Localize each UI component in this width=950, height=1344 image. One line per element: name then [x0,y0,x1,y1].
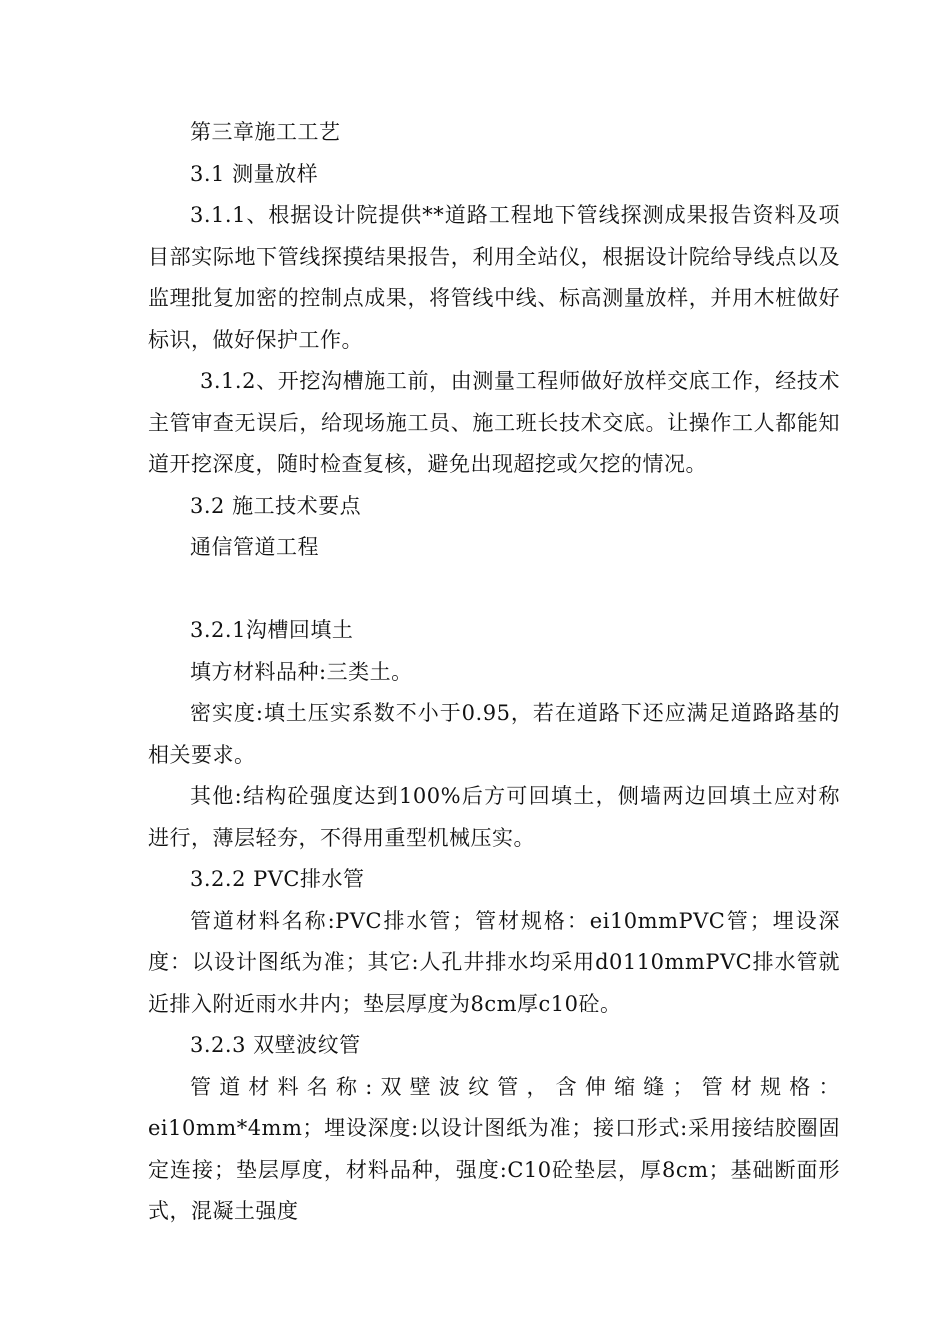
section-heading-3-1: 3.1 测量放样 [190,161,319,186]
paragraph-density: 密实度:填土压实系数不小于0.95，若在道路下还应满足道路路基的相关要求。 [148,701,840,767]
section-heading-3-2: 3.2 施工技术要点 [190,493,362,518]
paragraph-fill-material: 填方材料品种:三类土。 [190,659,413,684]
paragraph-pvc-pipe: 管道材料名称:PVC排水管；管材规格：ei10mmPVC管；埋设深度：以设计图纸为准；其它:人孔井排水均采用d0110mmPVC排水管就近排入附近雨水井内；垫层厚度为8cm厚c10砼。 [148,908,840,1016]
paragraph-corrugated-pipe: 管道材料名称:双壁波纹管，含伸缩缝；管材规格：ei10mm*4mm；埋设深度:以设计图纸为准；接口形式:采用接结胶圈固定连接；垫层厚度，材料品种，强度:C10砼垫层，厚8cm；基础断面形式，混凝土强度 [148,1074,840,1223]
document-body [148,112,840,1233]
section-heading-3-2-2: 3.2.2 PVC排水管 [190,867,365,891]
subheading-communication-pipe: 通信管道工程 [190,535,319,559]
chapter-title: 第三章施工工艺 [190,120,341,144]
section-heading-3-2-3: 3.2.3 双壁波纹管 [190,1033,361,1057]
paragraph-3-1-1: 3.1.1、根据设计院提供**道路工程地下管线探测成果报告资料及项目部实际地下管线探摸结果报告，利用全站仪，根据设计院给导线点以及监理批复加密的控制点成果，将管线中线、标高测量放样，并用木桩做好标识，做好保护工作。 [148,203,840,352]
section-heading-3-2-1: 3.2.1沟槽回填土 [190,618,354,642]
paragraph-other: 其他:结构砼强度达到100%后方可回填土，侧墙两边回填土应对称进行，薄层轻夯，不得用重型机械压实。 [148,784,840,850]
blank-line [148,569,840,611]
paragraph-3-1-2: 3.1.2、开挖沟槽施工前，由测量工程师做好放样交底工作，经技术主管审查无误后，给现场施工员、施工班长技术交底。让操作工人都能知道开挖深度，随时检查复核，避免出现超挖或欠挖的情况。 [148,369,840,476]
